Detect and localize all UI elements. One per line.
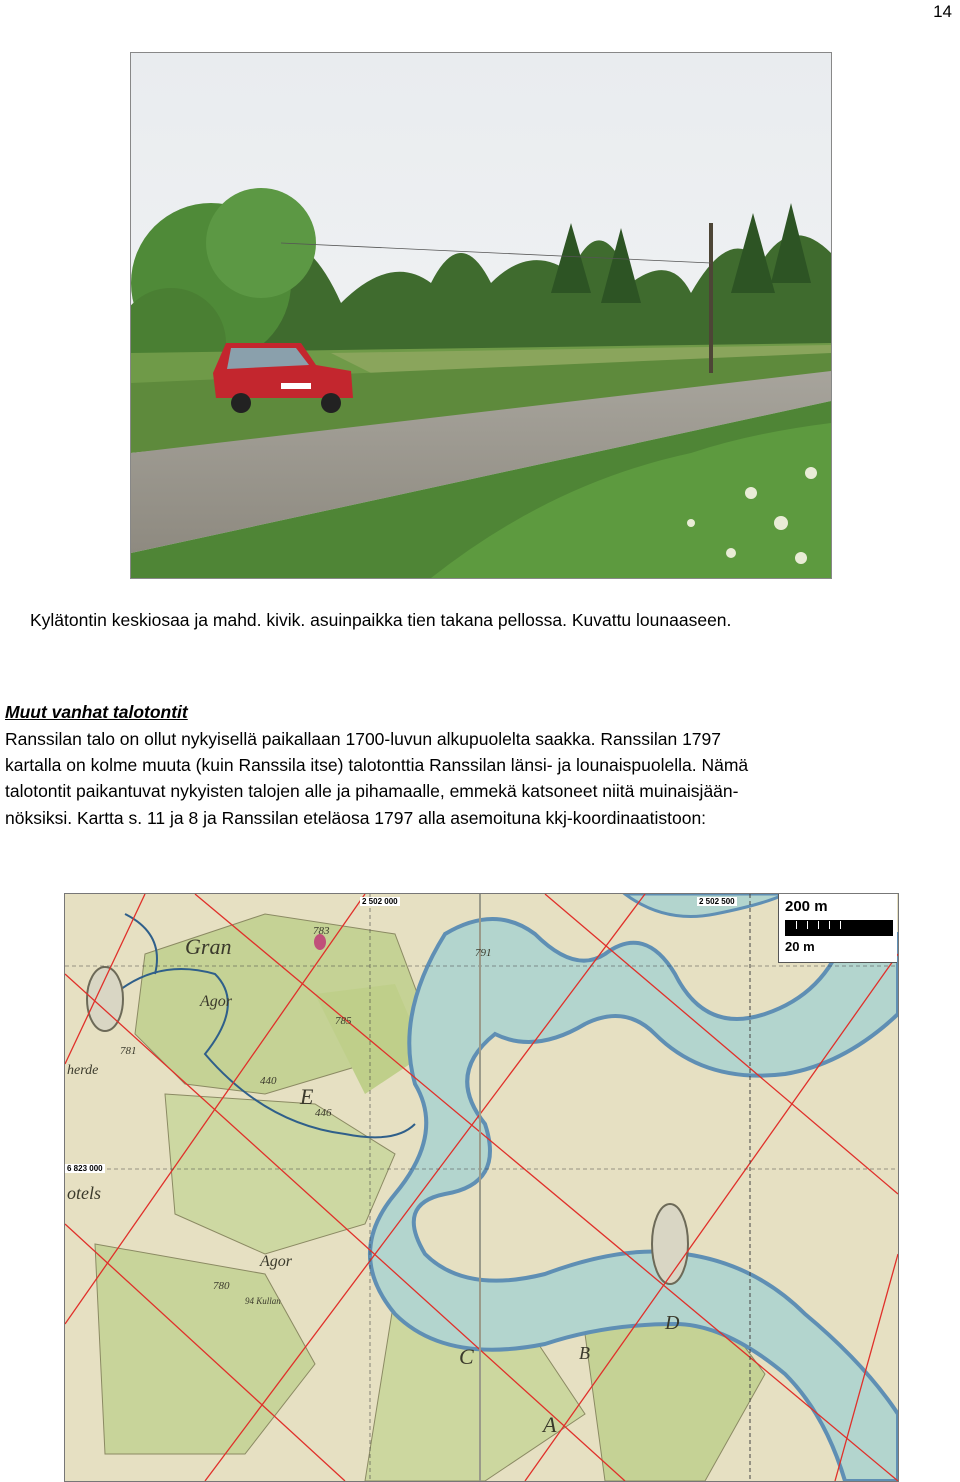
map-scale-box: [778, 894, 897, 963]
section-heading: Muut vanhat talotontit: [5, 702, 188, 722]
body-line: talotontit paikantuvat nykyisten talojen alle ja pihamaalle, emmekä katsoneet niitä muinaisjään-: [5, 781, 739, 802]
map-site-letter: C: [459, 1344, 474, 1369]
map-handwritten-label: 781: [120, 1045, 137, 1057]
body-line: Ranssilan talo on ollut nykyisellä paikallaan 1700-luvun alkupuolelta saakka. Ranssilan 1797: [5, 729, 722, 749]
map-handwritten-label: 446: [315, 1107, 332, 1119]
map-handwritten-label: otels: [67, 1183, 101, 1203]
map-coord-y: 6 823 000: [67, 1164, 103, 1173]
scale-bar: [785, 920, 893, 936]
map-site-letter: B: [579, 1343, 590, 1363]
landscape-photo: [130, 52, 832, 579]
map-handwritten-label: 94 Kullan: [245, 1296, 281, 1306]
map-handwritten-label: 440: [260, 1075, 277, 1087]
map-coord-x: 2 502 500: [699, 897, 735, 906]
historical-map: [64, 893, 899, 1482]
photo-caption: Kylätontin keskiosaa ja mahd. kivik. asuinpaikka tien takana pellossa. Kuvattu lounaaseen.: [30, 610, 732, 630]
body-line: nöksiksi. Kartta s. 11 ja 8 ja Ranssilan eteläosa 1797 alla asemoituna kkj-koordinaatistoon:: [5, 807, 707, 828]
scale-label-20m: 20 m: [785, 939, 815, 954]
map-handwritten-label: 780: [213, 1280, 230, 1292]
map-site-letter: D: [665, 1312, 680, 1334]
photo-scene: [131, 53, 831, 578]
map-handwritten-label: 791: [475, 947, 492, 959]
map-handwritten-label: herde: [67, 1063, 99, 1078]
map-handwritten-label: Agor: [260, 1253, 292, 1270]
body-line: kartalla on kolme muuta (kuin Ranssila itse) talotonttia Ranssilan länsi- ja lounaispuolella. Nämä: [5, 755, 749, 776]
body-paragraph: [5, 726, 960, 831]
map-handwritten-label: Gran: [185, 934, 232, 959]
map-handwritten-label: 783: [313, 925, 330, 937]
map-site-letter: E: [300, 1084, 314, 1109]
map-image: [65, 894, 898, 1481]
page-number: 14: [933, 2, 952, 21]
scale-label-200m: 200 m: [785, 898, 828, 915]
map-site-letter: A: [543, 1412, 557, 1437]
map-handwritten-label: 785: [335, 1015, 352, 1027]
map-coord-x: 2 502 000: [362, 897, 398, 906]
map-handwritten-label: Agor: [200, 993, 232, 1010]
